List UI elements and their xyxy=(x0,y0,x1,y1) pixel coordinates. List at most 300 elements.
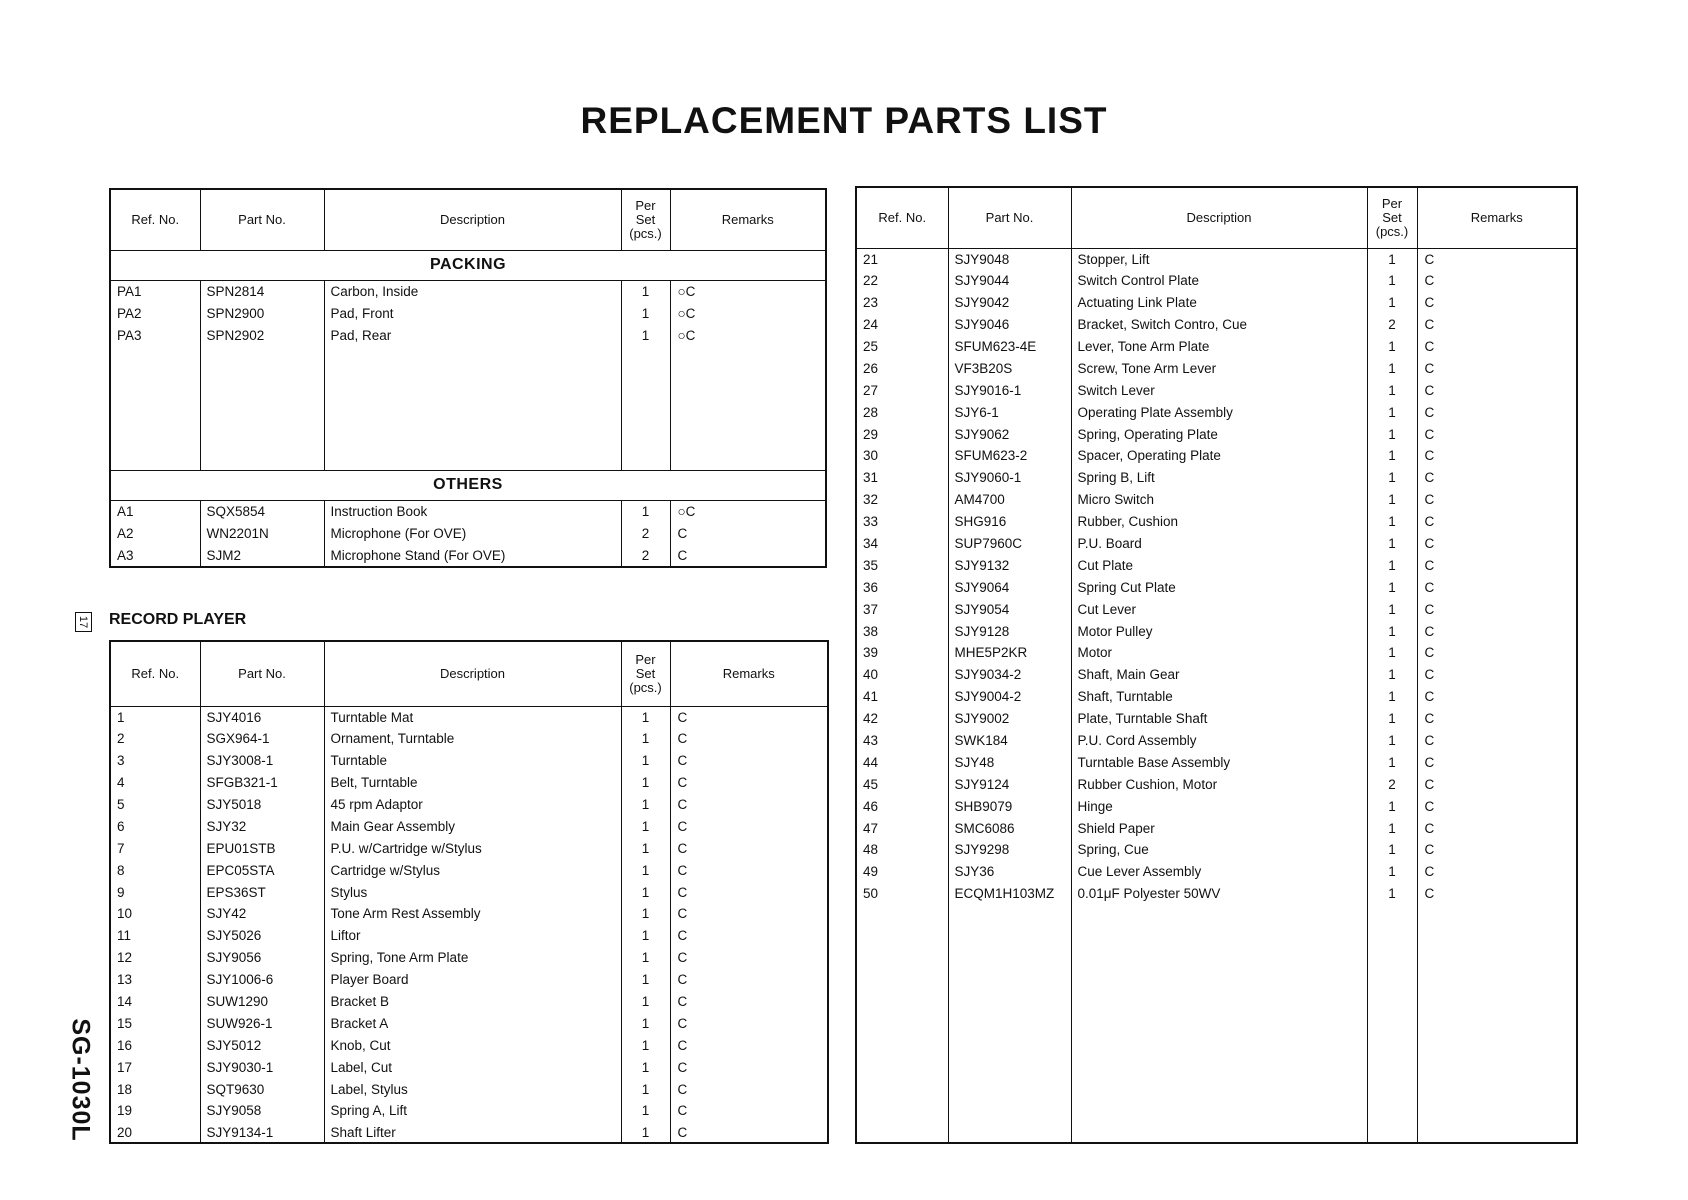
header-row xyxy=(857,188,1576,248)
quantity-cell: 1 xyxy=(621,1100,670,1122)
remarks-cell: C xyxy=(670,522,825,544)
ref-no-cell: 8 xyxy=(117,862,125,878)
description-cell: Microphone Stand (For OVE) xyxy=(324,544,621,566)
description-cell: Label, Stylus xyxy=(324,1078,621,1100)
remarks-cell: C xyxy=(670,1100,827,1122)
table-row xyxy=(857,883,1576,905)
table-row xyxy=(857,357,1576,379)
description-cell: Spacer, Operating Plate xyxy=(1071,445,1367,467)
description-cell: Carbon, Inside xyxy=(324,280,621,302)
quantity-cell: 1 xyxy=(1367,270,1417,292)
remarks-cell: C xyxy=(670,1034,827,1056)
ref-no-cell: 10 xyxy=(117,906,133,922)
ref-no-cell: 9 xyxy=(117,884,125,900)
table-row xyxy=(111,728,827,750)
table-row xyxy=(857,248,1576,270)
description-cell: Stylus xyxy=(324,881,621,903)
col-part-no: Part No. xyxy=(200,642,324,706)
part-no-cell: SUW1290 xyxy=(200,991,324,1013)
part-no-cell: SFUM623-4E xyxy=(948,336,1071,358)
remarks-cell: ○C xyxy=(670,302,825,324)
part-no-cell: SJY9298 xyxy=(948,839,1071,861)
ref-no-cell: 35 xyxy=(863,557,879,573)
col-remarks: Remarks xyxy=(1417,188,1576,248)
part-no-cell: VF3B20S xyxy=(948,357,1071,379)
col-per-set: Per Set (pcs.) xyxy=(621,190,670,250)
part-no-cell: SJY9064 xyxy=(948,576,1071,598)
part-no-cell: SJY5026 xyxy=(200,925,324,947)
remarks-cell: C xyxy=(670,881,827,903)
part-no-cell: SJY4016 xyxy=(200,706,324,728)
remarks-cell: C xyxy=(1417,533,1576,555)
table-row xyxy=(111,925,827,947)
col-description: Description xyxy=(324,190,621,250)
remarks-cell: C xyxy=(1417,817,1576,839)
part-no-cell: SJY42 xyxy=(200,903,324,925)
quantity-cell: 1 xyxy=(621,280,670,302)
quantity-cell: 1 xyxy=(621,859,670,881)
part-no-cell: SJY3008-1 xyxy=(200,750,324,772)
part-no-cell: SJY9046 xyxy=(948,314,1071,336)
remarks-cell: C xyxy=(1417,554,1576,576)
table-row xyxy=(857,292,1576,314)
remarks-cell: C xyxy=(670,706,827,728)
table-row xyxy=(857,664,1576,686)
description-cell: Cartridge w/Stylus xyxy=(324,859,621,881)
description-cell: P.U. w/Cartridge w/Stylus xyxy=(324,837,621,859)
remarks-cell: C xyxy=(670,1078,827,1100)
remarks-cell: C xyxy=(670,969,827,991)
ref-no-cell: 41 xyxy=(863,689,879,705)
ref-no-cell: 43 xyxy=(863,733,879,749)
description-cell: Knob, Cut xyxy=(324,1034,621,1056)
remarks-cell: C xyxy=(670,837,827,859)
part-no-cell: SJY5012 xyxy=(200,1034,324,1056)
part-no-cell: SJY9030-1 xyxy=(200,1056,324,1078)
description-cell: Shaft, Turntable xyxy=(1071,686,1367,708)
ref-no-cell: PA2 xyxy=(117,305,142,321)
ref-no-cell: PA3 xyxy=(117,327,142,343)
remarks-cell: C xyxy=(1417,664,1576,686)
part-no-cell: SJY9128 xyxy=(948,620,1071,642)
table-row xyxy=(857,533,1576,555)
table-row xyxy=(111,815,827,837)
part-no-cell: SJY9034-2 xyxy=(948,664,1071,686)
part-no-cell: SJY9060-1 xyxy=(948,467,1071,489)
remarks-cell: C xyxy=(1417,883,1576,905)
ref-no-cell: 34 xyxy=(863,536,879,552)
ref-no-cell: 4 xyxy=(117,775,125,791)
description-cell: Actuating Link Plate xyxy=(1071,292,1367,314)
part-no-cell: SWK184 xyxy=(948,730,1071,752)
ref-no-cell: 46 xyxy=(863,798,879,814)
description-cell: Rubber, Cushion xyxy=(1071,511,1367,533)
part-no-cell: SJY9132 xyxy=(948,554,1071,576)
quantity-cell: 1 xyxy=(621,1122,670,1144)
quantity-cell: 1 xyxy=(1367,489,1417,511)
description-cell: Player Board xyxy=(324,969,621,991)
ref-no-cell: 15 xyxy=(117,1015,133,1031)
description-cell: Rubber Cushion, Motor xyxy=(1071,773,1367,795)
part-no-cell: SPN2900 xyxy=(200,302,324,324)
ref-no-cell: 22 xyxy=(863,273,879,289)
part-no-cell: SJY9058 xyxy=(200,1100,324,1122)
table-row xyxy=(857,445,1576,467)
description-cell: 0.01μF Polyester 50WV xyxy=(1071,883,1367,905)
part-no-cell: SJY32 xyxy=(200,815,324,837)
remarks-cell: C xyxy=(1417,751,1576,773)
description-cell: Microphone (For OVE) xyxy=(324,522,621,544)
table-row xyxy=(857,270,1576,292)
col-ref-no: Ref. No. xyxy=(131,212,180,228)
header-row xyxy=(111,642,827,706)
remarks-cell: C xyxy=(670,815,827,837)
description-cell: Tone Arm Rest Assembly xyxy=(324,903,621,925)
table-row xyxy=(111,302,825,324)
remarks-cell: C xyxy=(670,794,827,816)
description-cell: Shaft Lifter xyxy=(324,1122,621,1144)
table-row xyxy=(857,795,1576,817)
description-cell: Cut Plate xyxy=(1071,554,1367,576)
table-row xyxy=(111,706,827,728)
table-row xyxy=(857,467,1576,489)
ref-no-cell: 32 xyxy=(863,492,879,508)
ref-no-cell: 1 xyxy=(117,709,125,725)
page-number-badge: 17 xyxy=(75,612,92,632)
ref-no-cell: 14 xyxy=(117,994,133,1010)
part-no-cell: SPN2902 xyxy=(200,324,324,346)
remarks-cell: C xyxy=(670,1122,827,1144)
ref-no-cell: 45 xyxy=(863,776,879,792)
table-row xyxy=(111,991,827,1013)
description-cell: Operating Plate Assembly xyxy=(1071,401,1367,423)
table-row xyxy=(111,859,827,881)
remarks-cell: C xyxy=(1417,336,1576,358)
quantity-cell: 1 xyxy=(621,881,670,903)
part-no-cell: SJY9062 xyxy=(948,423,1071,445)
table-row xyxy=(111,544,825,566)
ref-no-cell: 5 xyxy=(117,797,125,812)
part-no-cell: EPC05STA xyxy=(200,859,324,881)
quantity-cell: 1 xyxy=(1367,248,1417,270)
quantity-cell: 1 xyxy=(1367,423,1417,445)
quantity-cell: 1 xyxy=(621,1056,670,1078)
remarks-cell: C xyxy=(1417,839,1576,861)
remarks-cell: C xyxy=(1417,861,1576,883)
table-row xyxy=(857,839,1576,861)
table-row xyxy=(111,772,827,794)
part-no-cell: EPU01STB xyxy=(200,837,324,859)
remarks-cell: C xyxy=(1417,379,1576,401)
description-cell: Bracket B xyxy=(324,991,621,1013)
quantity-cell: 1 xyxy=(1367,445,1417,467)
quantity-cell: 2 xyxy=(1367,773,1417,795)
ref-no-cell: A3 xyxy=(117,547,134,563)
ref-no-cell: A1 xyxy=(117,503,134,519)
quantity-cell: 1 xyxy=(621,324,670,346)
part-no-cell: SJY36 xyxy=(948,861,1071,883)
quantity-cell: 1 xyxy=(1367,883,1417,905)
table-row xyxy=(111,1056,827,1078)
description-cell: Cue Lever Assembly xyxy=(1071,861,1367,883)
table-row xyxy=(111,1012,827,1034)
part-no-cell: SFGB321-1 xyxy=(200,772,324,794)
quantity-cell: 2 xyxy=(621,544,670,566)
ref-no-cell: 28 xyxy=(863,404,879,420)
table-row xyxy=(111,500,825,522)
ref-no-cell: 36 xyxy=(863,579,879,595)
col-ref-no: Ref. No. xyxy=(878,210,927,226)
part-no-cell: SQX5854 xyxy=(200,500,324,522)
ref-no-cell: 2 xyxy=(117,731,125,747)
quantity-cell: 1 xyxy=(1367,467,1417,489)
quantity-cell: 1 xyxy=(1367,511,1417,533)
remarks-cell: C xyxy=(1417,423,1576,445)
quantity-cell: 1 xyxy=(1367,598,1417,620)
part-no-cell: SGX964-1 xyxy=(200,728,324,750)
quantity-cell: 1 xyxy=(621,794,670,816)
ref-no-cell: 3 xyxy=(117,753,125,769)
description-cell: Spring A, Lift xyxy=(324,1100,621,1122)
quantity-cell: 1 xyxy=(621,750,670,772)
col-per-set: Per Set (pcs.) xyxy=(1367,188,1417,248)
ref-no-cell: 49 xyxy=(863,864,879,880)
description-cell: Spring, Operating Plate xyxy=(1071,423,1367,445)
ref-no-cell: A2 xyxy=(117,525,134,541)
part-no-cell: SJM2 xyxy=(200,544,324,566)
header-row xyxy=(111,190,825,250)
quantity-cell: 1 xyxy=(1367,379,1417,401)
remarks-cell: C xyxy=(1417,292,1576,314)
table-row xyxy=(111,280,825,302)
quantity-cell: 1 xyxy=(621,500,670,522)
remarks-cell: C xyxy=(1417,773,1576,795)
table-row xyxy=(857,773,1576,795)
remarks-cell: C xyxy=(1417,270,1576,292)
part-no-cell: SJY9004-2 xyxy=(948,686,1071,708)
quantity-cell: 1 xyxy=(1367,817,1417,839)
quantity-cell: 1 xyxy=(1367,642,1417,664)
quantity-cell: 2 xyxy=(1367,314,1417,336)
part-no-cell: SJY9054 xyxy=(948,598,1071,620)
table-row xyxy=(857,751,1576,773)
ref-no-cell: 39 xyxy=(863,645,879,661)
col-part-no: Part No. xyxy=(948,188,1071,248)
part-no-cell: SJY1006-6 xyxy=(200,969,324,991)
ref-no-cell: 40 xyxy=(863,667,879,683)
part-no-cell: SPN2814 xyxy=(200,280,324,302)
quantity-cell: 1 xyxy=(621,706,670,728)
ref-no-cell: 21 xyxy=(863,251,879,267)
part-no-cell: SUW926-1 xyxy=(200,1012,324,1034)
description-cell: Bracket, Switch Contro, Cue xyxy=(1071,314,1367,336)
packing-body xyxy=(111,250,825,566)
quantity-cell: 1 xyxy=(621,837,670,859)
description-cell: Pad, Front xyxy=(324,302,621,324)
part-no-cell: AM4700 xyxy=(948,489,1071,511)
quantity-cell: 1 xyxy=(1367,401,1417,423)
description-cell: Switch Control Plate xyxy=(1071,270,1367,292)
part-no-cell: SUP7960C xyxy=(948,533,1071,555)
description-cell: Bracket A xyxy=(324,1012,621,1034)
ref-no-cell: 11 xyxy=(117,928,132,944)
quantity-cell: 1 xyxy=(1367,730,1417,752)
quantity-cell: 1 xyxy=(621,728,670,750)
description-cell: Belt, Turntable xyxy=(324,772,621,794)
ref-no-cell: 13 xyxy=(117,972,133,988)
description-cell: Spring, Cue xyxy=(1071,839,1367,861)
table-row xyxy=(857,598,1576,620)
description-cell: Micro Switch xyxy=(1071,489,1367,511)
ref-no-cell: 47 xyxy=(863,820,879,836)
accessories-table xyxy=(109,188,827,568)
description-cell: Turntable Base Assembly xyxy=(1071,751,1367,773)
description-cell: Main Gear Assembly xyxy=(324,815,621,837)
remarks-cell: C xyxy=(1417,730,1576,752)
ref-no-cell: 7 xyxy=(117,840,125,856)
quantity-cell: 1 xyxy=(1367,292,1417,314)
table-row xyxy=(111,794,827,816)
remarks-cell: ○C xyxy=(670,500,825,522)
remarks-cell: C xyxy=(670,991,827,1013)
description-cell: Spring B, Lift xyxy=(1071,467,1367,489)
record-player-table-right xyxy=(855,186,1578,1144)
col-description: Description xyxy=(1071,188,1367,248)
part-no-cell: EPS36ST xyxy=(200,881,324,903)
description-cell: Liftor xyxy=(324,925,621,947)
description-cell: Shaft, Main Gear xyxy=(1071,664,1367,686)
part-no-cell: MHE5P2KR xyxy=(948,642,1071,664)
table-row xyxy=(857,576,1576,598)
col-remarks: Remarks xyxy=(670,190,825,250)
ref-no-cell: 17 xyxy=(117,1059,133,1075)
ref-no-cell: 37 xyxy=(863,601,879,617)
quantity-cell: 1 xyxy=(621,903,670,925)
description-cell: Cut Lever xyxy=(1071,598,1367,620)
remarks-cell: C xyxy=(1417,686,1576,708)
ref-no-cell: 44 xyxy=(863,754,879,770)
remarks-cell: C xyxy=(1417,248,1576,270)
quantity-cell: 1 xyxy=(621,1034,670,1056)
table-row xyxy=(857,401,1576,423)
ref-no-cell: 50 xyxy=(863,886,879,902)
quantity-cell: 1 xyxy=(621,1078,670,1100)
quantity-cell: 1 xyxy=(621,1012,670,1034)
table-row xyxy=(857,314,1576,336)
ref-no-cell: 23 xyxy=(863,295,879,311)
part-no-cell: SJY6-1 xyxy=(948,401,1071,423)
quantity-cell: 1 xyxy=(621,815,670,837)
description-cell: Label, Cut xyxy=(324,1056,621,1078)
part-no-cell: SQT9630 xyxy=(200,1078,324,1100)
ref-no-cell: 38 xyxy=(863,623,879,639)
part-no-cell: SJY9002 xyxy=(948,708,1071,730)
description-cell: Motor Pulley xyxy=(1071,620,1367,642)
col-description: Description xyxy=(324,642,621,706)
description-cell: 45 rpm Adaptor xyxy=(324,794,621,816)
remarks-cell: C xyxy=(670,903,827,925)
table-row xyxy=(111,522,825,544)
table-row xyxy=(857,686,1576,708)
part-no-cell: SFUM623-2 xyxy=(948,445,1071,467)
quantity-cell: 1 xyxy=(1367,576,1417,598)
table-row xyxy=(111,969,827,991)
remarks-cell: C xyxy=(1417,642,1576,664)
ref-no-cell: 42 xyxy=(863,711,879,727)
table-row xyxy=(111,837,827,859)
quantity-cell: 1 xyxy=(1367,708,1417,730)
description-cell: Turntable Mat xyxy=(324,706,621,728)
part-no-cell: SJY9016-1 xyxy=(948,379,1071,401)
description-cell: Stopper, Lift xyxy=(1071,248,1367,270)
remarks-cell: C xyxy=(670,750,827,772)
table-row xyxy=(857,730,1576,752)
table-row xyxy=(857,336,1576,358)
table-row xyxy=(111,750,827,772)
quantity-cell: 1 xyxy=(1367,795,1417,817)
description-cell: Spring Cut Plate xyxy=(1071,576,1367,598)
ref-no-cell: 24 xyxy=(863,317,879,333)
description-cell: Turntable xyxy=(324,750,621,772)
remarks-cell: C xyxy=(670,859,827,881)
ref-no-cell: 30 xyxy=(863,448,879,464)
quantity-cell: 1 xyxy=(621,991,670,1013)
part-no-cell: SJY9134-1 xyxy=(200,1122,324,1144)
table-row xyxy=(857,620,1576,642)
description-cell: Lever, Tone Arm Plate xyxy=(1071,336,1367,358)
table-row xyxy=(111,903,827,925)
ref-no-cell: 29 xyxy=(863,426,879,442)
table-row xyxy=(111,947,827,969)
remarks-cell: C xyxy=(1417,620,1576,642)
remarks-cell: C xyxy=(1417,489,1576,511)
description-cell: Screw, Tone Arm Lever xyxy=(1071,357,1367,379)
quantity-cell: 1 xyxy=(621,947,670,969)
description-cell: Hinge xyxy=(1071,795,1367,817)
remarks-cell: C xyxy=(670,544,825,566)
remarks-cell: C xyxy=(670,728,827,750)
description-cell: Spring, Tone Arm Plate xyxy=(324,947,621,969)
quantity-cell: 1 xyxy=(1367,686,1417,708)
quantity-cell: 1 xyxy=(621,969,670,991)
rows-right-body xyxy=(857,248,1576,1142)
quantity-cell: 1 xyxy=(1367,554,1417,576)
ref-no-cell: 18 xyxy=(117,1081,133,1097)
section-label-record-player: RECORD PLAYER xyxy=(109,611,247,628)
section-heading-others: OTHERS xyxy=(111,470,825,500)
quantity-cell: 1 xyxy=(621,772,670,794)
col-per-set: Per Set (pcs.) xyxy=(621,642,670,706)
table-row xyxy=(857,423,1576,445)
description-cell: Switch Lever xyxy=(1071,379,1367,401)
model-number: SG-1030L xyxy=(66,1018,95,1142)
description-cell: Motor xyxy=(1071,642,1367,664)
remarks-cell: C xyxy=(1417,576,1576,598)
ref-no-cell: 33 xyxy=(863,514,879,530)
quantity-cell: 1 xyxy=(1367,533,1417,555)
part-no-cell: SJY5018 xyxy=(200,794,324,816)
table-row xyxy=(111,1034,827,1056)
remarks-cell: C xyxy=(670,925,827,947)
quantity-cell: 1 xyxy=(1367,751,1417,773)
table-row xyxy=(111,1078,827,1100)
remarks-cell: C xyxy=(1417,598,1576,620)
quantity-cell: 2 xyxy=(621,522,670,544)
table-row xyxy=(857,511,1576,533)
table-row xyxy=(111,1100,827,1122)
page-title: REPLACEMENT PARTS LIST xyxy=(580,100,1108,141)
quantity-cell: 1 xyxy=(1367,620,1417,642)
